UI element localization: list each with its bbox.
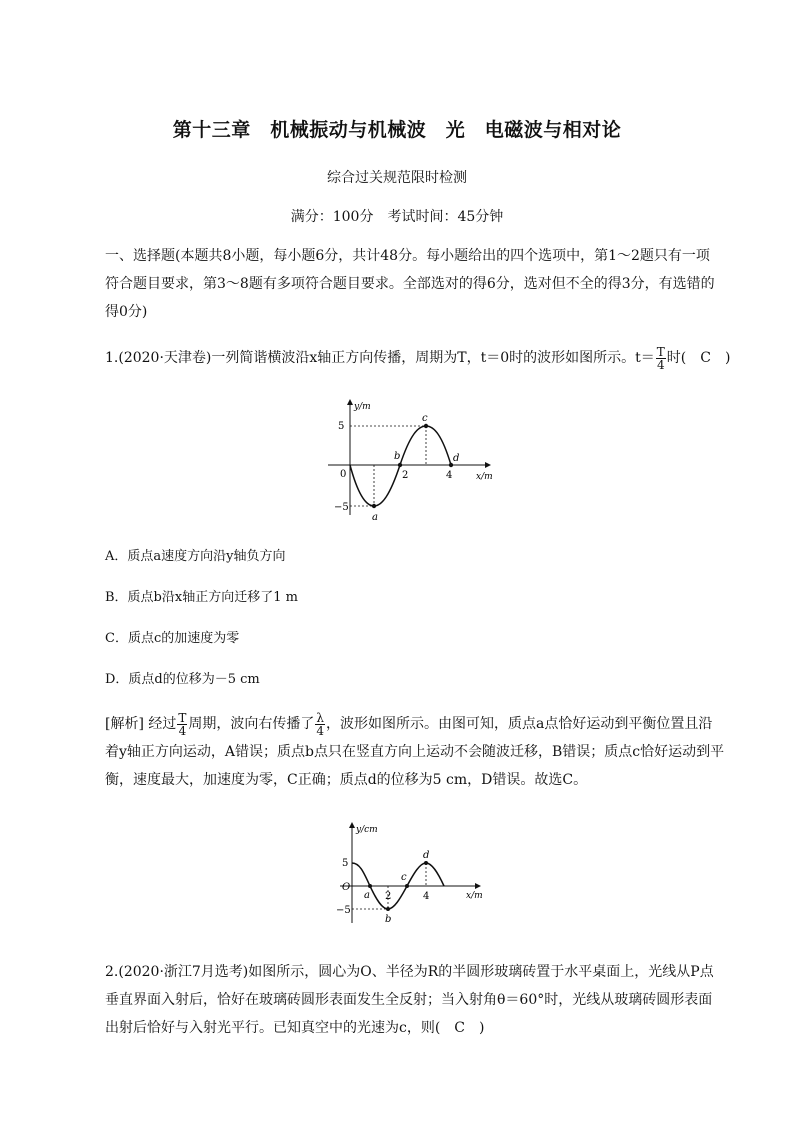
point-b <box>398 463 402 467</box>
q1-stem-before: 1.(2020·天津卷)一列简谐横波沿x轴正方向传播，周期为T，t＝0时的波形如图所示。t＝ <box>105 350 655 366</box>
point-c <box>405 884 409 888</box>
x-tick-4: 4 <box>423 891 430 902</box>
question-1-stem <box>105 344 745 372</box>
label-d: d <box>423 850 430 861</box>
x-tick-2: 2 <box>402 470 409 481</box>
y-tick-5: 5 <box>342 858 349 869</box>
label-d: d <box>453 453 460 464</box>
y-axis-label: y/cm <box>356 825 378 835</box>
q1-stem-after: 时( C ) <box>666 350 731 366</box>
point-a <box>368 884 372 888</box>
y-tick-neg5: −5 <box>336 905 351 916</box>
exam-meta: 满分：100分 考试时间：45分钟 <box>290 209 504 225</box>
y-axis-label: y/m <box>354 402 371 412</box>
option-a: A．质点a速度方向沿y轴负方向 <box>105 549 286 564</box>
wave-figure-1 <box>320 395 500 525</box>
point-a <box>372 504 376 508</box>
q1-fraction: $\frac{T}{4}$ <box>656 344 665 372</box>
option-c: C．质点c的加速度为零 <box>105 631 240 646</box>
wave-figure-2 <box>330 818 490 928</box>
x-axis-label: x/m <box>476 472 493 482</box>
point-b <box>386 907 390 911</box>
page-subtitle: 综合过关规范限时检测 <box>327 170 467 186</box>
analysis-label: [解析] <box>105 716 144 732</box>
analysis-fraction-2: $\frac{\lambda}{4}$ <box>316 710 325 738</box>
page-title: 第十三章 机械振动与机械波 光 电磁波与相对论 <box>172 119 622 141</box>
analysis-fraction-1: $\frac{T}{4}$ <box>178 710 187 738</box>
analysis-text: [解析] 经过 $\frac{T}{4}$ 周期，波向右传播了 $\frac{\lambda}{4}$ ，波形如图所示。由图可知，质点a点恰好运动到平衡位置且沿着y轴正方向运动，A错误；质点b点只在竖直方向上运动不会随波迁移，B错误；质点c恰好运动到平衡，速度最大，加速度为零，C正确；质点d的位移为5 cm，D错误。故选C。 <box>105 710 725 788</box>
label-c: c <box>401 872 407 883</box>
point-c <box>424 424 428 428</box>
y-tick-neg5: −5 <box>334 502 349 513</box>
label-c: c <box>422 413 428 424</box>
x-tick-4: 4 <box>446 470 453 481</box>
x-axis-label: x/m <box>466 891 483 901</box>
label-a: a <box>364 890 370 901</box>
origin-label: O <box>342 882 351 893</box>
label-b: b <box>385 914 392 925</box>
option-d: D．质点d的位移为－5 cm <box>105 672 260 687</box>
option-b: B．质点b沿x轴正方向迁移了1 m <box>105 590 298 605</box>
label-a: a <box>372 512 378 523</box>
question-2-stem: 2.(2020·浙江7月选考)如图所示，圆心为O、半径为R的半圆形玻璃砖置于水平桌面上，光线从P点垂直界面入射后，恰好在玻璃砖圆形表面发生全反射；当入射角θ＝60°时，光线从玻璃砖圆形表面出射后恰好与入射光平行。已知真空中的光速为c，则( C ) <box>105 964 714 1036</box>
x-tick-2: 2 <box>385 891 392 902</box>
label-b: b <box>394 451 401 462</box>
y-tick-5: 5 <box>338 421 345 432</box>
section-intro: 一、选择题(本题共8小题，每小题6分，共计48分。每小题给出的四个选项中，第1～2题只有一项符合题目要求，第3～8题有多项符合题目要求。全部选对的得6分，选对但不全的得3分，有选错的得0分) <box>105 248 715 320</box>
point-d <box>424 861 428 865</box>
origin-label: 0 <box>340 469 347 480</box>
